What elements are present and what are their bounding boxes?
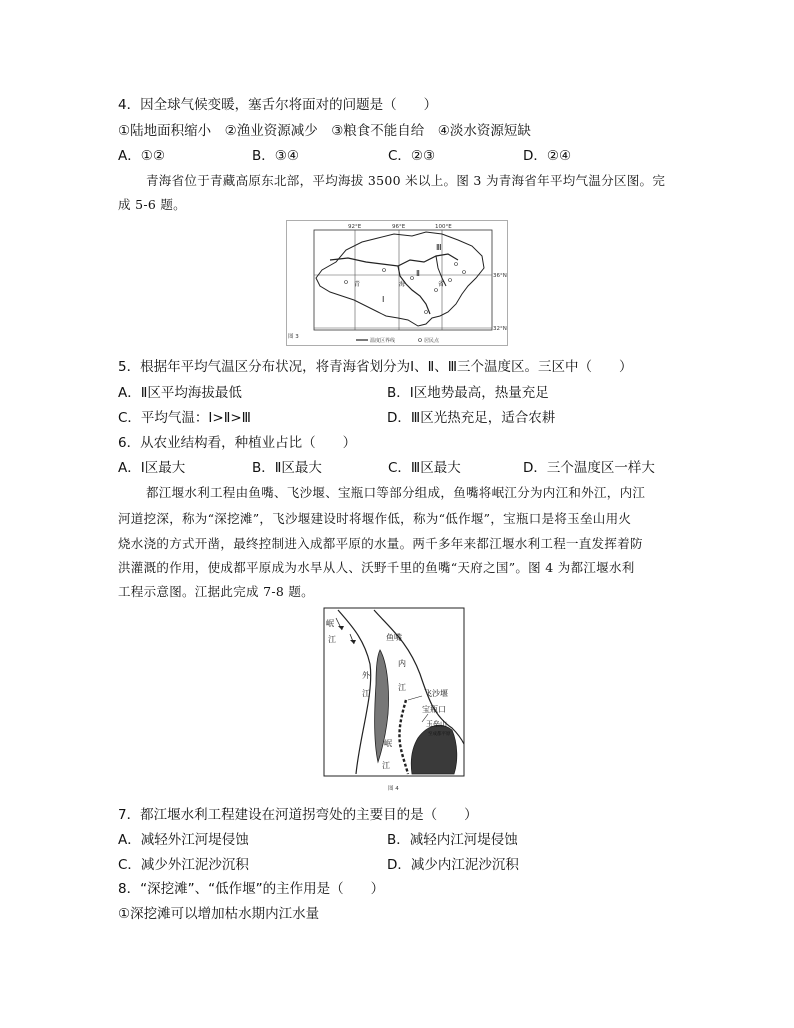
- figure-4-caption: 图 4: [388, 786, 399, 792]
- q5-option-b: B．Ⅰ区地势最高，热量充足: [387, 385, 549, 401]
- q4-option-d: D．②④: [523, 148, 572, 164]
- feishayan-label: 飞沙堰: [424, 689, 448, 698]
- wai-jiang-char-1: 外: [362, 671, 370, 680]
- intro-qinghai-line2: 成 5-6 题。: [118, 197, 186, 212]
- min-jiang-top-char-2: 江: [328, 635, 336, 644]
- lon-label-92: 92°E: [348, 224, 362, 230]
- intro-dujiangyan-line5: 工程示意图。江据此完成 7-8 题。: [118, 584, 314, 599]
- q6-option-b: B．Ⅱ区最大: [252, 460, 322, 476]
- lon-label-100: 100°E: [435, 224, 452, 230]
- legend-boundary-label: 温度区界线: [370, 338, 396, 344]
- q8-stem: 8．“深挖滩”、“低作堰”的主作用是（ ）: [118, 881, 385, 897]
- q5-option-c: C．平均气温：Ⅰ>Ⅱ>Ⅲ: [118, 410, 251, 426]
- zone-label-2: Ⅱ: [416, 269, 420, 278]
- q6-stem: 6．从农业结构看，种植业占比（ ）: [118, 435, 357, 451]
- q7-option-a: A．减轻外江河堤侵蚀: [118, 832, 249, 848]
- province-char-3: 省: [438, 281, 445, 288]
- q4-stem: 4．因全球气候变暖，塞舌尔将面对的问题是（ ）: [118, 97, 438, 113]
- wai-jiang-char-2: 江: [362, 689, 370, 698]
- province-char-1: 青: [354, 281, 361, 288]
- q4-option-b: B．③④: [252, 148, 299, 164]
- q6-option-d: D．三个温度区一样大: [523, 460, 655, 476]
- lat-label-36: 36°N: [493, 273, 507, 279]
- figure-3-qinghai-temperature-map: [286, 220, 508, 346]
- province-char-2: 海: [399, 281, 406, 288]
- intro-dujiangyan-line4: 洪灌溉的作用，使成都平原成为水旱从人、沃野千里的鱼嘴“天府之国”。图 4 为都江堰水利: [118, 560, 635, 575]
- intro-dujiangyan-line3: 烧水浇的方式开凿，最终控制进入成都平原的水量。两千多年来都江堰水利工程一直发挥着防: [118, 536, 643, 551]
- min-jiang-bottom-char-1: 岷: [384, 739, 392, 748]
- intro-qinghai-line1: 青海省位于青藏高原东北部，平均海拔 3500 米以上。图 3 为青海省年平均气温分区图。完: [146, 173, 666, 188]
- zone-label-3: Ⅲ: [436, 243, 442, 252]
- lat-label-32: 32°N: [493, 326, 507, 332]
- q7-option-c: C．减少外江泥沙沉积: [118, 857, 249, 873]
- q7-stem: 7．都江堰水利工程建设在河道拐弯处的主要目的是（ ）: [118, 807, 478, 823]
- min-jiang-top-char-1: 岷: [326, 619, 334, 628]
- q4-items: ①陆地面积缩小 ②渔业资源减少 ③粮食不能自给 ④淡水资源短缺: [118, 123, 531, 139]
- zone-label-1: Ⅰ: [382, 295, 385, 304]
- q6-option-a: A．Ⅰ区最大: [118, 460, 186, 476]
- yuleishan-label: 玉垒山: [426, 720, 447, 728]
- q5-stem: 5．根据年平均气温区分布状况，将青海省划分为Ⅰ、Ⅱ、Ⅲ三个温度区。三区中（ ）: [118, 359, 633, 375]
- q4-option-c: C．②③: [388, 148, 436, 164]
- min-jiang-bottom-char-2: 江: [382, 761, 390, 770]
- figure-4-dujiangyan-diagram: [316, 604, 476, 794]
- q5-option-a: A．Ⅱ区平均海拔最低: [118, 385, 242, 401]
- q6-option-c: C．Ⅲ区最大: [388, 460, 461, 476]
- intro-dujiangyan-line2: 河道挖深，称为“深挖滩”，飞沙堰建设时将堰作低，称为“低作堰”，宝瓶口是将玉垒山用火: [118, 511, 632, 526]
- q4-option-a: A．①②: [118, 148, 165, 164]
- q8-item-1: ①深挖滩可以增加枯水期内江水量: [118, 906, 320, 922]
- q5-option-d: D．Ⅲ区光热充足，适合农耕: [387, 410, 556, 426]
- nei-jiang-char-1: 内: [398, 659, 406, 668]
- yuzui-label: 鱼嘴: [386, 633, 402, 642]
- lon-label-96: 96°E: [392, 224, 406, 230]
- q7-option-d: D．减少内江泥沙沉积: [387, 857, 519, 873]
- plain-label: 至成都平原: [428, 732, 451, 737]
- nei-jiang-char-2: 江: [398, 683, 406, 692]
- baopingkou-label: 宝瓶口: [422, 705, 446, 714]
- intro-dujiangyan-line1: 都江堰水利工程由鱼嘴、飞沙堰、宝瓶口等部分组成，鱼嘴将岷江分为内江和外江，内江: [146, 485, 646, 500]
- q7-option-b: B．减轻内江河堤侵蚀: [387, 832, 518, 848]
- figure-3-caption: 图 3: [288, 334, 299, 340]
- legend-settlement-label: 居民点: [424, 338, 440, 344]
